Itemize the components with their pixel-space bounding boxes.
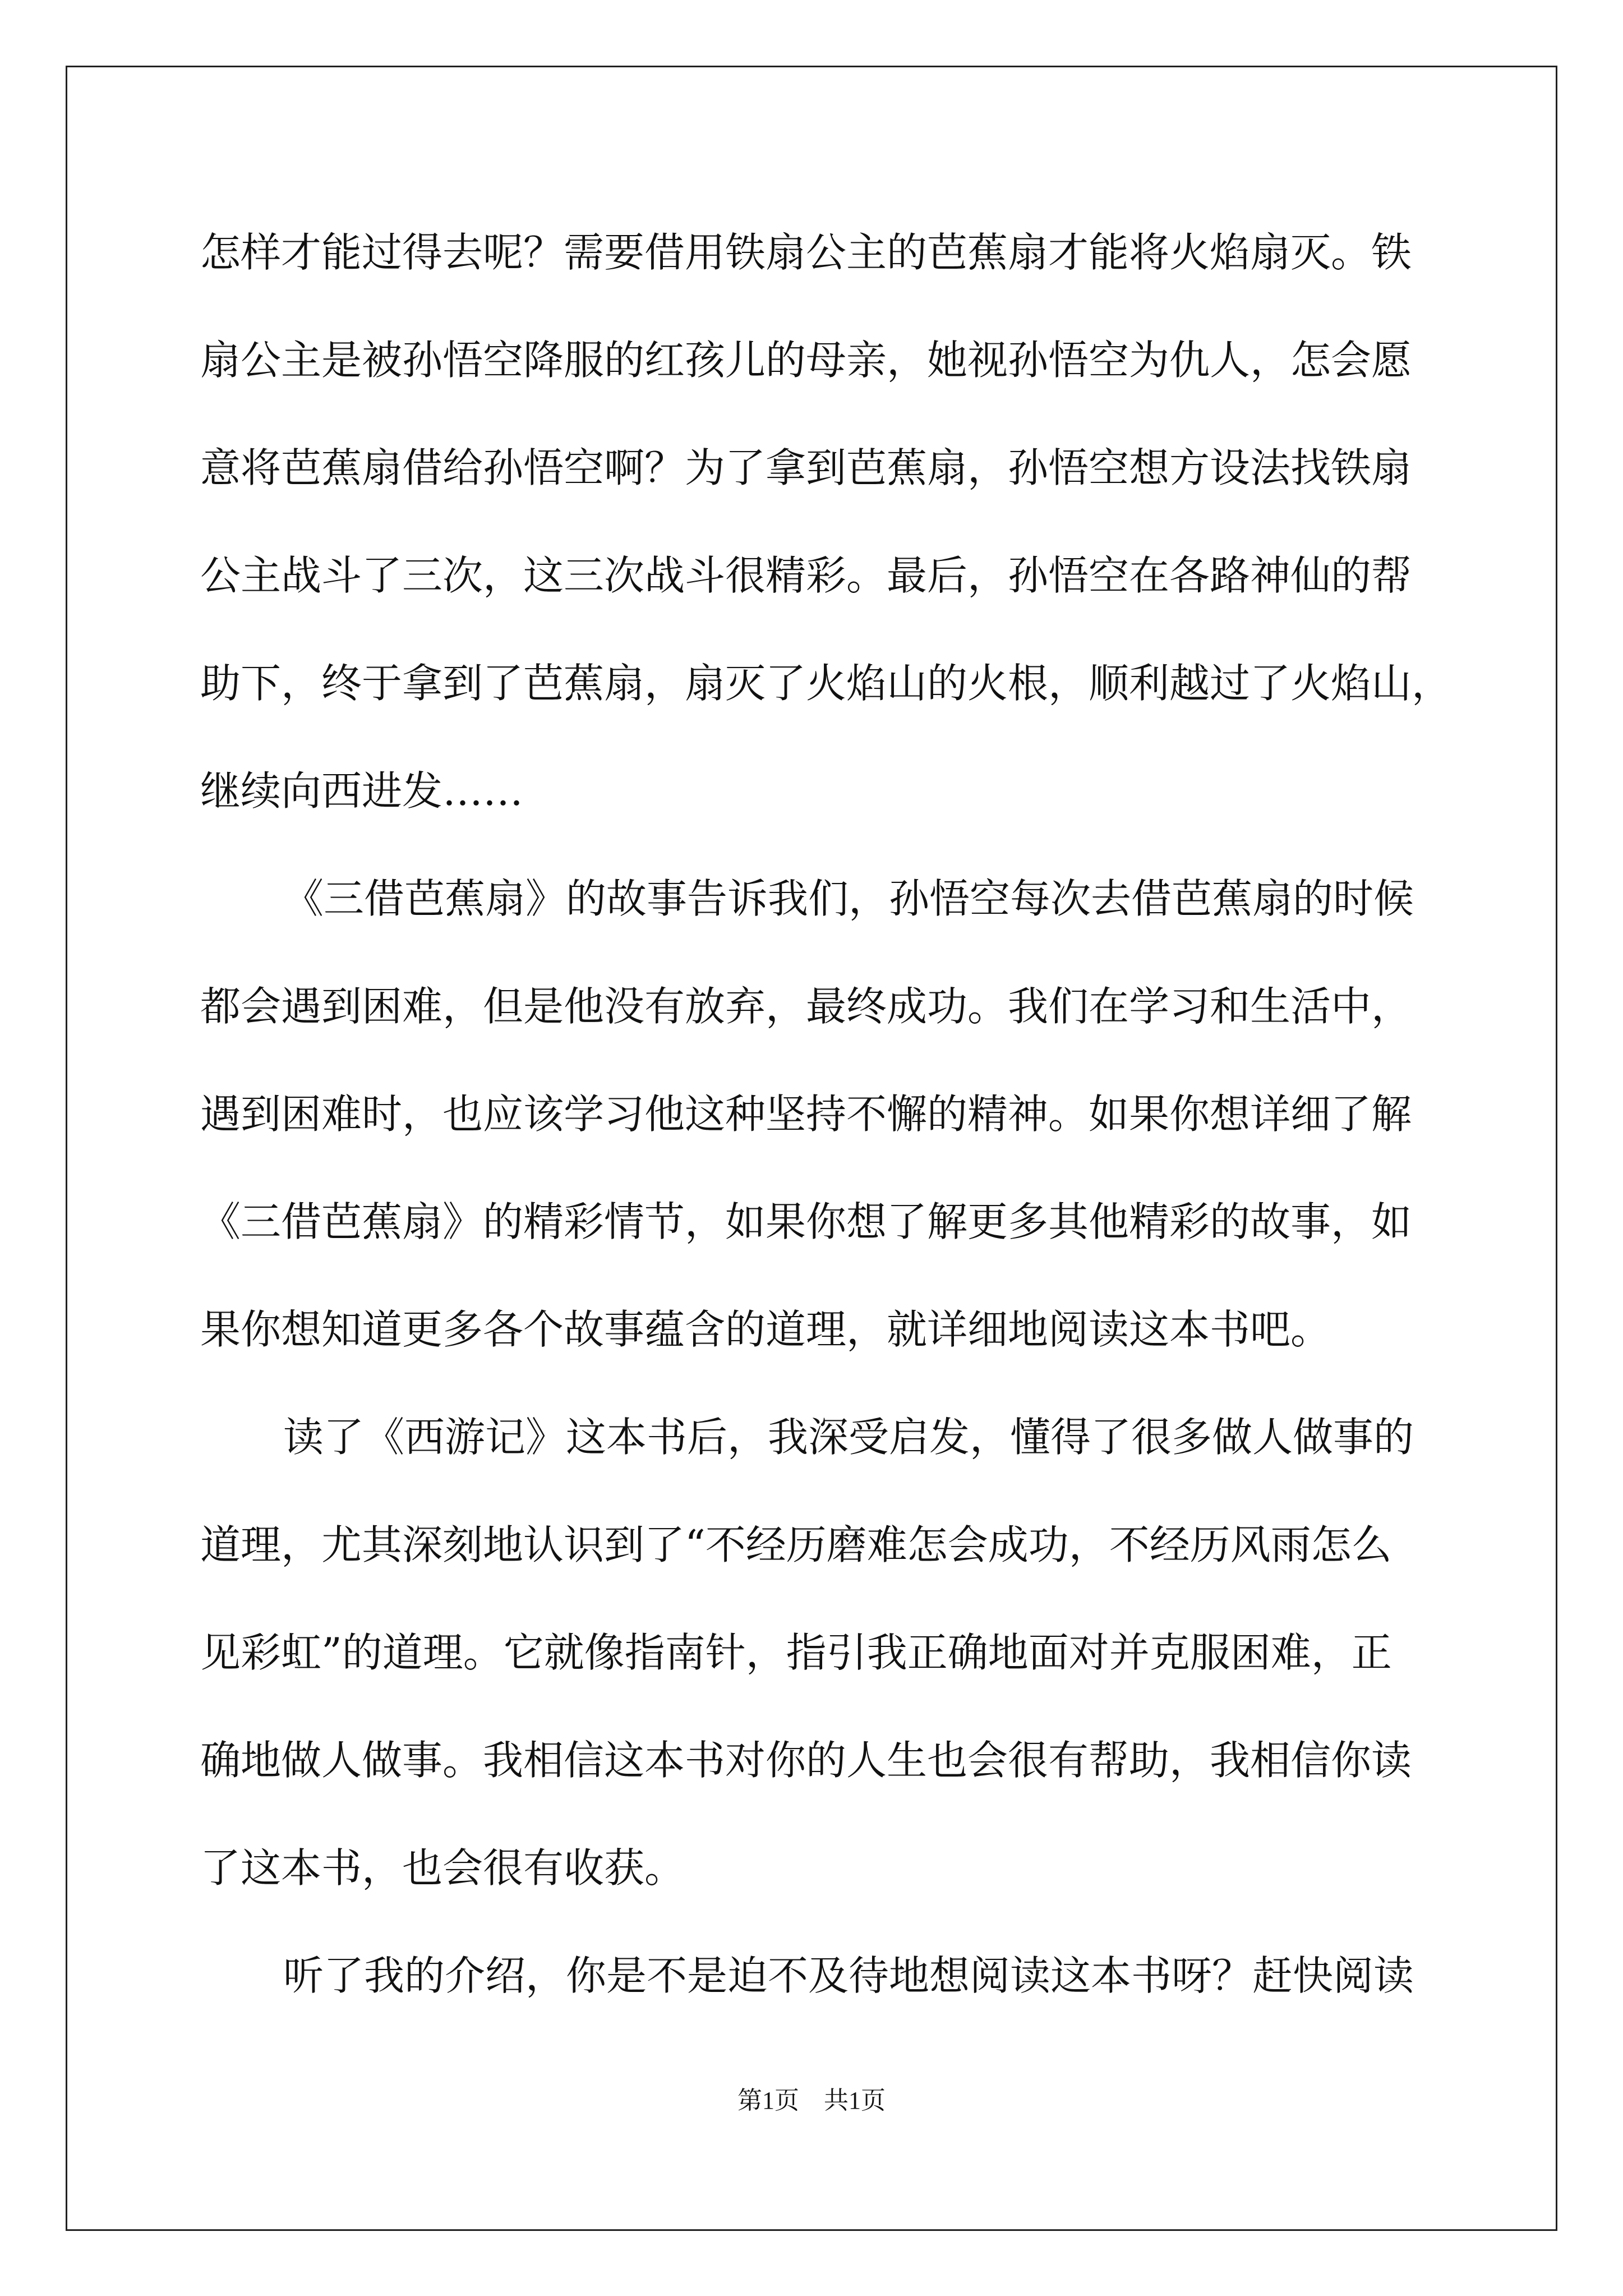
text-line: 公主战斗了三次，这三次战斗很精彩。最后，孙悟空在各路神仙的帮	[200, 552, 1412, 599]
text-line: 果你想知道更多各个故事蕴含的道理，就详细地阅读这本书吧。	[200, 1306, 1331, 1353]
text-line: 继续向西进发……	[200, 767, 524, 815]
document-body	[200, 219, 1453, 2050]
paragraph-start-line: 听了我的介绍，你是不是迫不及待地想阅读这本书呀？赶快阅读	[283, 1952, 1414, 1999]
text-line: 《三借芭蕉扇》的精彩情节，如果你想了解更多其他精彩的故事，如	[200, 1198, 1412, 1245]
page-footer: 第1页 共1页	[737, 2087, 886, 2114]
text-line: 意将芭蕉扇借给孙悟空啊？为了拿到芭蕉扇，孙悟空想方设法找铁扇	[200, 444, 1412, 491]
text-line: 助下，终于拿到了芭蕉扇，扇灭了火焰山的火根，顺利越过了火焰山，	[200, 660, 1453, 707]
text-line: 遇到困难时，也应该学习他这种坚持不懈的精神。如果你想详细了解	[200, 1091, 1412, 1138]
text-line: 了这本书，也会很有收获。	[200, 1844, 685, 1892]
text-line: 见彩虹”的道理。它就像指南针，指引我正确地面对并克服困难，正	[200, 1629, 1392, 1676]
text-line: 扇公主是被孙悟空降服的红孩儿的母亲，她视孙悟空为仇人，怎会愿	[200, 337, 1412, 384]
text-line: 确地做人做事。我相信这本书对你的人生也会很有帮助，我相信你读	[200, 1737, 1412, 1784]
paragraph-start-line: 读了《西游记》这本书后，我深受启发，懂得了很多做人做事的	[283, 1414, 1414, 1461]
text-line: 怎样才能过得去呢？需要借用铁扇公主的芭蕉扇才能将火焰扇灭。铁	[200, 229, 1412, 276]
paragraph-start-line: 《三借芭蕉扇》的故事告诉我们，孙悟空每次去借芭蕉扇的时候	[283, 875, 1414, 922]
text-line: 都会遇到困难，但是他没有放弃，最终成功。我们在学习和生活中，	[200, 983, 1412, 1030]
text-line: 道理，尤其深刻地认识到了“不经历磨难怎会成功，不经历风雨怎么	[200, 1521, 1392, 1568]
